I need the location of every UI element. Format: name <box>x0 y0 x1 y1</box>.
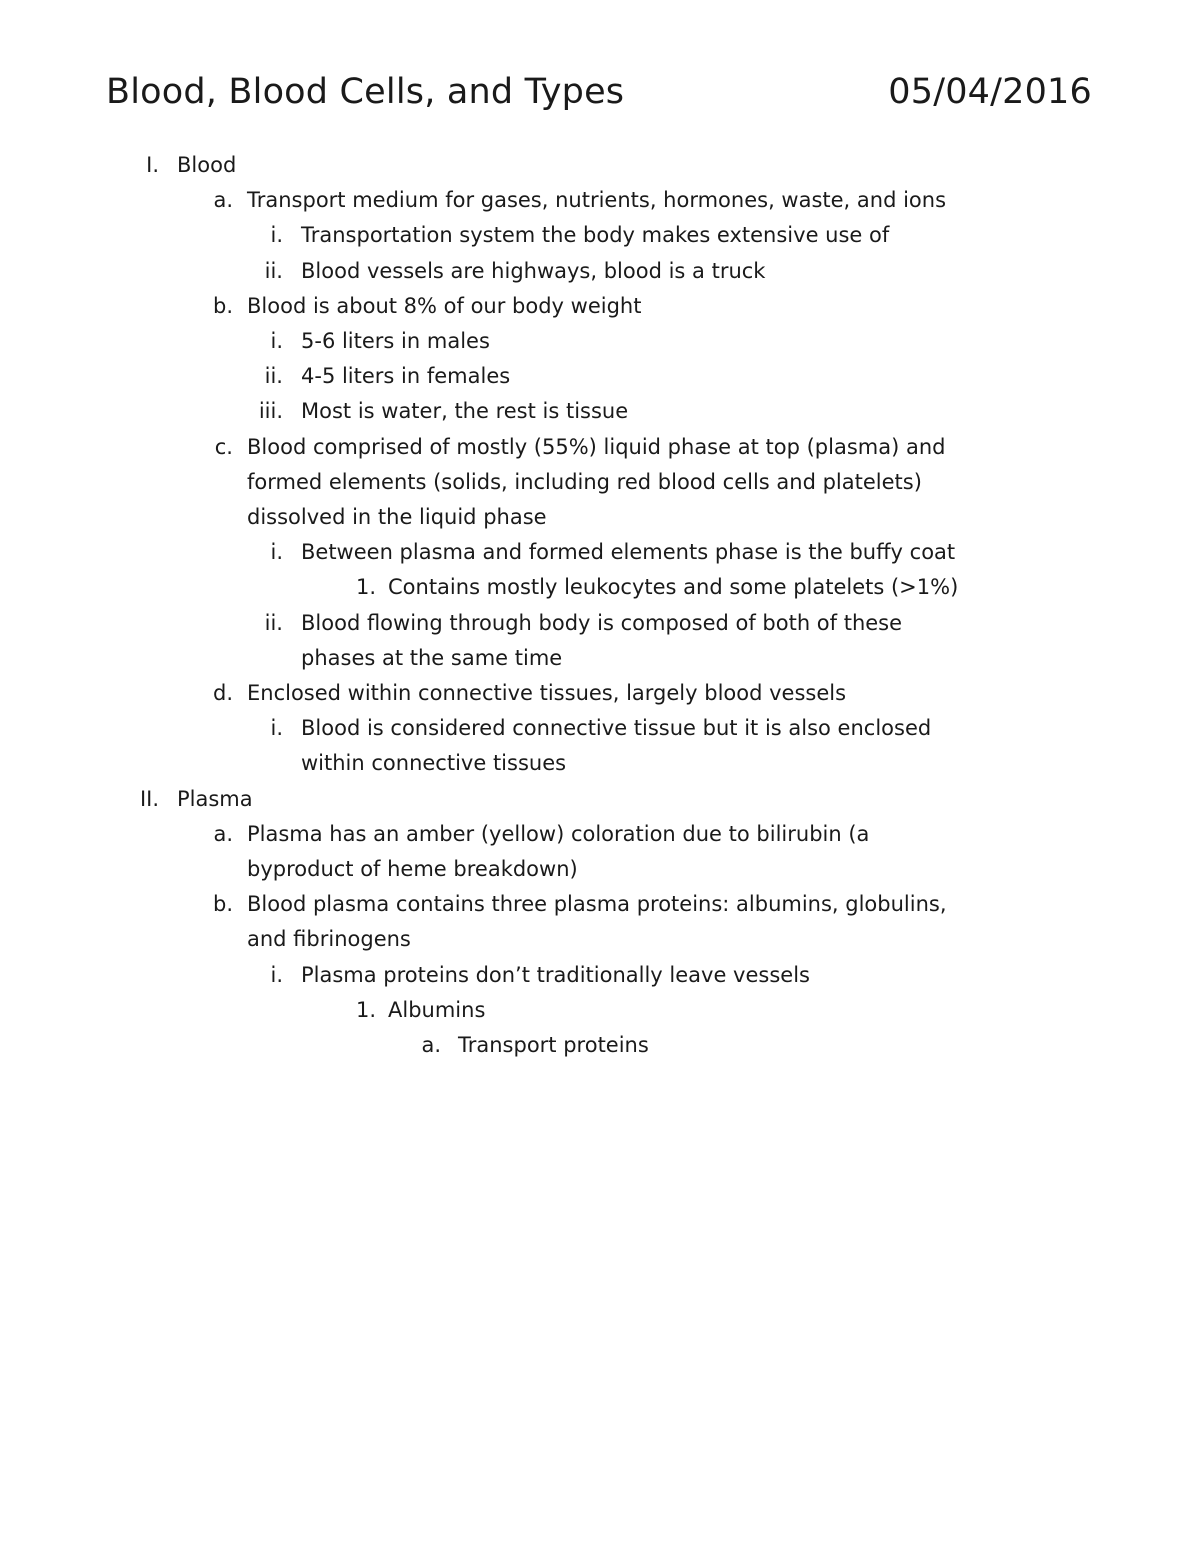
outline-text: Plasma proteins don’t traditionally leave vessels <box>301 962 810 987</box>
outline-text: and fibrinogens <box>247 927 411 952</box>
outline-text: Transportation system the body makes extensive use of <box>301 223 890 248</box>
outline-text: Enclosed within connective tissues, largely blood vessels <box>247 681 847 706</box>
outline-item <box>0 993 1200 1028</box>
outline-marker: 1. <box>355 997 376 1022</box>
outline-marker: ii. <box>264 364 283 389</box>
outline-marker: d. <box>212 681 233 706</box>
outline-marker: b. <box>212 892 233 917</box>
outline-item <box>0 606 1200 676</box>
outline-text: Blood <box>177 153 237 177</box>
outline-text: Contains mostly leukocytes and some platelets (>1%) <box>388 575 959 600</box>
outline-item <box>0 711 1200 781</box>
outline-marker: ii. <box>264 610 283 635</box>
outline-marker: i. <box>270 716 283 741</box>
outline-item <box>0 254 1200 289</box>
outline-text: Between plasma and formed elements phase is the buffy coat <box>301 540 956 565</box>
outline-marker: ii. <box>264 258 283 283</box>
outline-item <box>0 535 1200 570</box>
outline-item <box>0 148 1200 183</box>
outline-text: 4-5 liters in females <box>301 364 511 389</box>
outline-item <box>0 570 1200 605</box>
outline-marker: i. <box>270 329 283 354</box>
outline-text: Blood vessels are highways, blood is a truck <box>301 258 766 283</box>
outline-item <box>0 430 1200 536</box>
outline-marker: a. <box>213 188 233 213</box>
outline-text: Blood is about 8% of our body weight <box>247 293 642 318</box>
outline-text: within connective tissues <box>301 751 567 776</box>
outline-text: formed elements (solids, including red blood cells and platelets) <box>247 469 922 494</box>
outline-text: Albumins <box>388 997 486 1022</box>
outline-marker: i. <box>270 962 283 987</box>
outline-marker: a. <box>421 1033 441 1058</box>
outline-text: 5-6 liters in males <box>301 329 490 354</box>
outline-item <box>0 394 1200 429</box>
document-title: Blood, Blood Cells, and Types <box>106 72 625 112</box>
outline-item <box>0 782 1200 817</box>
outline-text: Plasma has an amber (yellow) coloration due to bilirubin (a <box>247 821 870 846</box>
outline-marker: b. <box>212 293 233 318</box>
outline-item <box>0 817 1200 887</box>
outline-item <box>0 218 1200 253</box>
outline-marker: II. <box>139 786 159 811</box>
outline-item <box>0 289 1200 324</box>
outline-item <box>0 359 1200 394</box>
outline-text: Blood plasma contains three plasma proteins: albumins, globulins, <box>247 892 947 917</box>
outline-text: Blood comprised of mostly (55%) liquid phase at top (plasma) and <box>247 434 946 459</box>
outline-text: Transport medium for gases, nutrients, hormones, waste, and ions <box>247 188 947 213</box>
outline-marker: i. <box>270 223 283 248</box>
outline-text: byproduct of heme breakdown) <box>247 857 578 882</box>
outline-marker: a. <box>213 821 233 846</box>
outline-marker: i. <box>270 540 283 565</box>
outline-marker: I. <box>146 153 159 177</box>
outline-text: Plasma <box>177 786 253 811</box>
outline-text: Blood flowing through body is composed of both of these <box>301 610 903 635</box>
document-date: 05/04/2016 <box>888 72 1092 112</box>
outline-item <box>0 1028 1200 1063</box>
outline-item <box>0 183 1200 218</box>
outline-marker: iii. <box>258 399 283 424</box>
outline-marker: c. <box>214 434 233 459</box>
outline-text: Transport proteins <box>458 1033 649 1058</box>
outline-item <box>0 887 1200 957</box>
outline-text: Blood is considered connective tissue but it is also enclosed <box>301 716 932 741</box>
outline-marker: 1. <box>355 575 376 600</box>
outline-item <box>0 324 1200 359</box>
outline-text: phases at the same time <box>301 645 563 670</box>
outline-text: Most is water, the rest is tissue <box>301 399 629 424</box>
outline-item <box>0 958 1200 993</box>
notes-outline <box>0 148 1200 1063</box>
outline-text: dissolved in the liquid phase <box>247 505 547 530</box>
outline-item <box>0 676 1200 711</box>
